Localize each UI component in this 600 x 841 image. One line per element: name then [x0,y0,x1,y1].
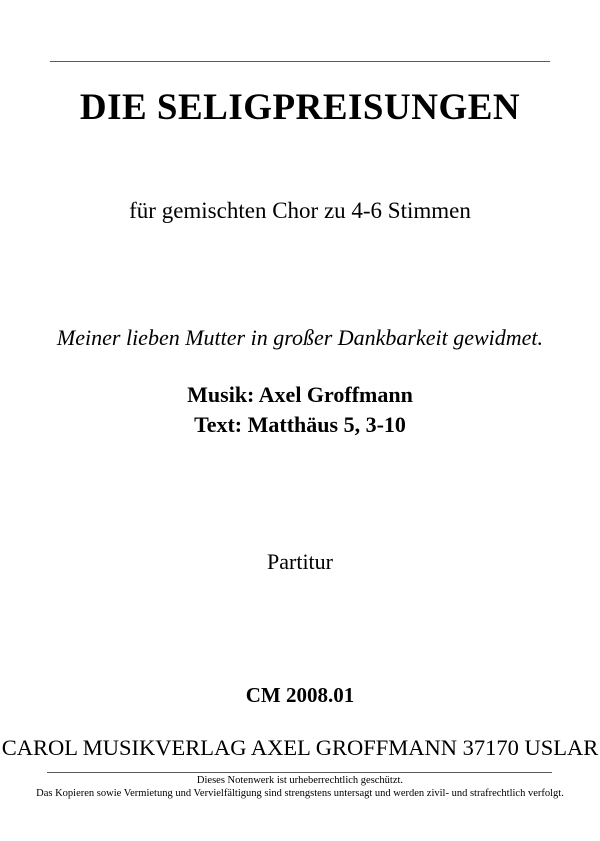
top-divider-rule [50,61,550,62]
publisher-line: CAROL MUSIKVERLAG AXEL GROFFMANN 37170 USLAR [1,735,599,760]
credits-block [0,380,600,440]
text-credit: Text: Matthäus 5, 3-10 [194,412,406,437]
copyright-notice-line1: Dieses Notenwerk ist urheberrechtlich geschützt. [196,775,404,786]
dedication-text: Meiner lieben Mutter in großer Dankbarkeit gewidmet. [56,325,544,350]
bottom-divider-rule [47,772,552,773]
ensemble-subtitle: für gemischten Chor zu 4-6 Stimmen [129,198,471,223]
edition-label: Partitur [267,549,333,574]
page-title: DIE SELIGPREISUNGEN [79,87,521,128]
music-credit: Musik: Axel Groffmann [187,382,413,407]
copyright-notice-line2: Das Kopieren sowie Vermietung und Vervielfältigung sind strengstens untersagt und werden zivil- und strafrechtlich verfolgt. [36,788,564,799]
catalog-number: CM 2008.01 [245,683,355,707]
